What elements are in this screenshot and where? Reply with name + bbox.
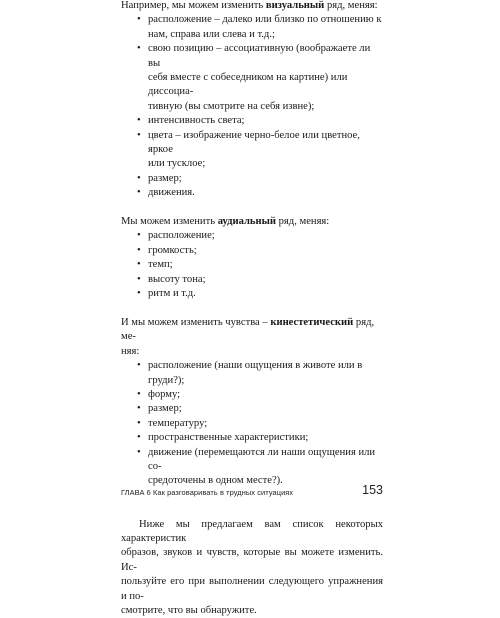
list-line: расположение; (148, 230, 215, 242)
kinesthetic-intro-text: И мы можем изменить чувства – (121, 316, 271, 328)
kinesthetic-keyword: кинестетический (270, 316, 354, 328)
chapter-running-head: ГЛАВА 6 Как разговаривать в трудных ситуациях (121, 488, 294, 497)
list-line: средоточены в одном месте?). (148, 475, 283, 487)
list-item (121, 42, 383, 114)
list-line: интенсивность света; (148, 115, 245, 127)
list-line: движение (перемещаются ли наши ощущения или со- (148, 446, 376, 472)
list-line: свою позицию – ассоциативную (воображаете ли вы (148, 43, 371, 69)
list-item (121, 273, 383, 287)
visual-intro-end: ряд, меняя: (324, 0, 378, 11)
audio-keyword: аудиальный (217, 216, 276, 228)
visual-list (121, 13, 383, 200)
list-item (121, 13, 383, 42)
audio-intro-end: ряд, меняя: (275, 216, 330, 228)
list-item (121, 172, 383, 186)
list-item (121, 388, 383, 402)
list-item (121, 402, 383, 416)
list-item (121, 258, 383, 272)
list-line: расположение (наши ощущения в животе или в груди?); (148, 360, 363, 386)
audio-list (121, 229, 383, 301)
kinesthetic-list (121, 359, 383, 489)
spacer (121, 201, 383, 215)
list-line: форму; (148, 388, 181, 400)
paragraph-line: Ниже мы предлагаем вам список некоторых характеристик (121, 518, 383, 544)
list-line: движения. (148, 187, 195, 199)
list-item (121, 129, 383, 172)
closing-paragraph (121, 518, 383, 618)
page-footer (121, 485, 383, 501)
list-line: тивную (вы смотрите на себя извне); (148, 100, 315, 112)
list-line: цвета – изображение черно-белое или цветное, яркое (148, 129, 360, 156)
list-item (121, 417, 383, 431)
list-line: громкость; (148, 244, 197, 256)
list-item (121, 287, 383, 301)
list-item (121, 446, 383, 489)
list-line: пространственные характеристики; (148, 432, 309, 444)
paragraph-line: образов, звуков и чувств, которые вы можете изменить. Ис- (121, 547, 383, 573)
audio-intro-text: Мы можем изменить (121, 216, 218, 228)
audio-intro (121, 215, 383, 229)
spacer (121, 302, 383, 316)
list-item (121, 431, 383, 445)
visual-intro (121, 0, 383, 13)
list-line: себя вместе с собеседником на картине) или диссоциа- (148, 72, 348, 98)
visual-intro-text: Например, мы можем изменить (121, 0, 266, 11)
list-item (121, 114, 383, 128)
list-item (121, 244, 383, 258)
list-line: высоту тона; (148, 273, 206, 285)
paragraph-line: пользуйте его при выполнении следующего упражнения и по- (121, 576, 383, 602)
kinesthetic-intro-line2: няя: (121, 345, 140, 357)
list-line: температуру; (148, 417, 208, 429)
list-line: размер; (148, 172, 182, 184)
list-item (121, 359, 383, 388)
list-line: ритм и т.д. (148, 288, 196, 300)
page-body (121, 0, 383, 618)
list-line: темп; (148, 259, 173, 271)
paragraph-line: смотрите, что вы обнаружите. (121, 605, 257, 616)
list-line: размер; (148, 403, 182, 415)
list-item (121, 186, 383, 200)
list-line: нам, справа или слева и т.д.; (148, 28, 275, 40)
list-line: расположение – далеко или близко по отношению к (148, 14, 382, 26)
visual-keyword: визуальный (265, 0, 325, 11)
spacer (121, 503, 383, 517)
kinesthetic-intro-end: ряд, ме- (121, 316, 375, 343)
list-line: или тусклое; (148, 158, 206, 170)
page-number: 153 (362, 483, 383, 497)
kinesthetic-intro (121, 316, 383, 359)
list-item (121, 229, 383, 243)
